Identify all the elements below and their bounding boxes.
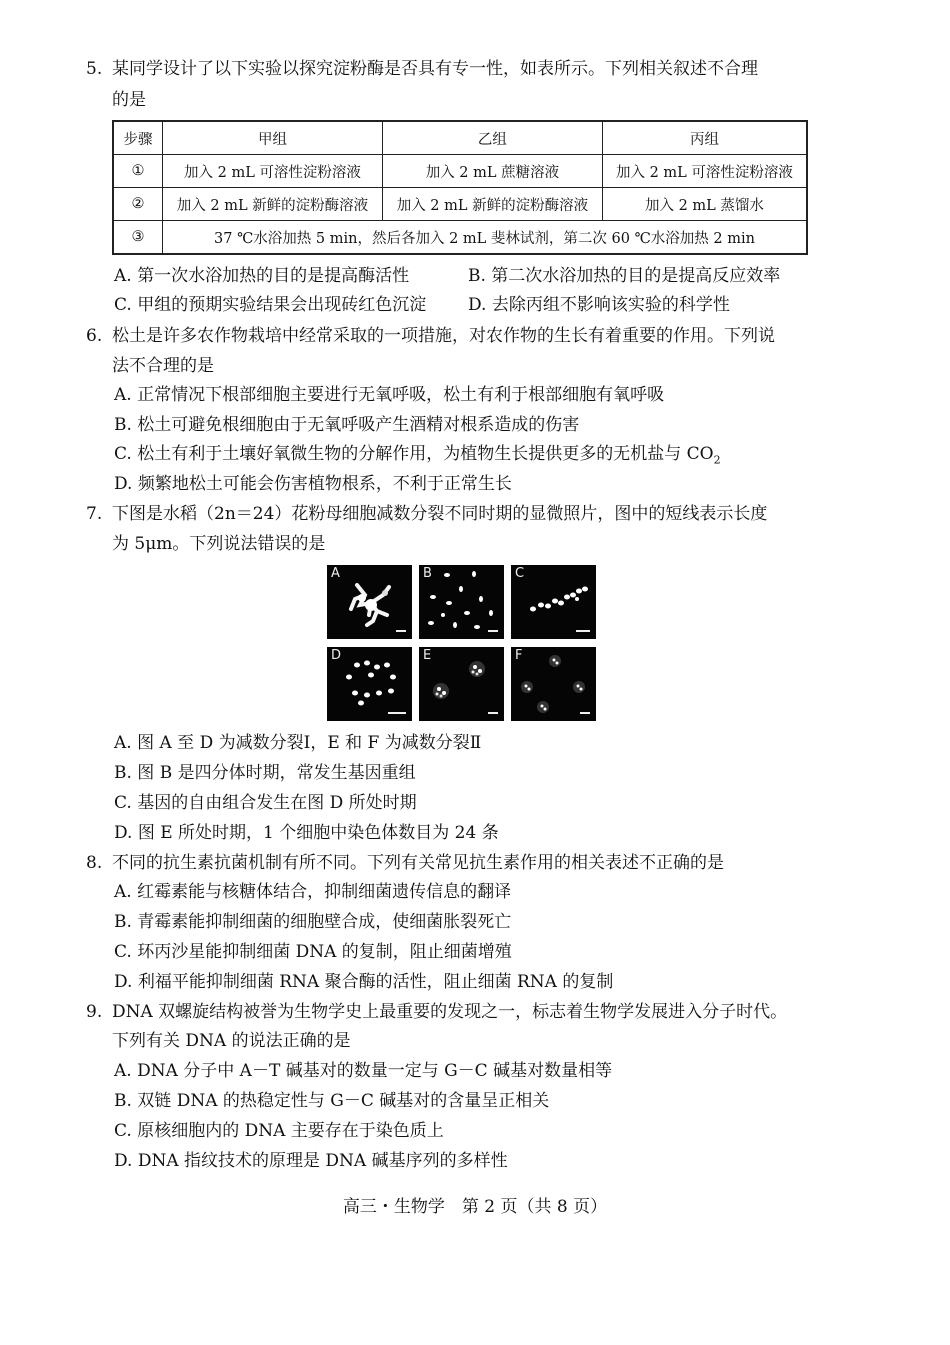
scale-bar [576, 630, 590, 632]
panel-label: A [331, 566, 340, 581]
q6-option-c-text: C. 松土有利于土壤好氧微生物的分解作用，为植物生长提供更多的无机盐与 CO [114, 444, 714, 464]
scale-bar [580, 712, 590, 714]
q9-stem-line1: DNA 双螺旋结构被誉为生物学史上最重要的发现之一，标志着生物学发展进入分子时代。 [112, 1002, 788, 1022]
q7-option-a: A. 图 A 至 D 为减数分裂Ⅰ，E 和 F 为减数分裂Ⅱ [114, 733, 482, 753]
q9-stem-line2: 下列有关 DNA 的说法正确的是 [112, 1031, 351, 1051]
q5-number: 5. [86, 59, 103, 79]
q7-option-c: C. 基因的自由组合发生在图 D 所处时期 [114, 793, 417, 813]
q6-option-c [114, 443, 721, 471]
q6-option-a: A. 正常情况下根部细胞主要进行无氧呼吸，松土有利于根部细胞有氧呼吸 [114, 385, 665, 405]
q9-number: 9. [86, 1002, 103, 1022]
panel-label: B [423, 566, 432, 581]
q8-stem-line1: 不同的抗生素抗菌机制有所不同。下列有关常见抗生素作用的相关表述不正确的是 [112, 853, 724, 873]
q8-option-d: D. 利福平能抑制细菌 RNA 聚合酶的活性，阻止细菌 RNA 的复制 [114, 972, 614, 992]
q9-option-b: B. 双链 DNA 的热稳定性与 G－C 碱基对的含量呈正相关 [114, 1091, 550, 1111]
table-cell: 加入 2 mL 蔗糖溶液 [382, 155, 602, 188]
q8-option-b: B. 青霉素能抑制细菌的细胞壁合成，使细菌胀裂死亡 [114, 912, 512, 932]
two-nuclei-image [419, 647, 504, 721]
q7-option-d: D. 图 E 所处时期，1 个细胞中染色体数目为 24 条 [114, 823, 499, 843]
table-cell: 加入 2 mL 可溶性淀粉溶液 [163, 155, 383, 188]
table-cell: 加入 2 mL 蒸馏水 [602, 188, 807, 221]
q7-stem-line2: 为 5μm。下列说法错误的是 [112, 534, 326, 554]
table-cell: ① [113, 155, 163, 188]
q5-stem-line1: 某同学设计了以下实验以探究淀粉酶是否具有专一性，如表所示。下列相关叙述不合理 [112, 59, 758, 79]
q9-option-d: D. DNA 指纹技术的原理是 DNA 碱基序列的多样性 [114, 1151, 508, 1171]
micrograph-figure [327, 565, 597, 721]
q5-stem-line2: 的是 [112, 90, 146, 110]
micrograph-panel-e [419, 647, 504, 721]
micrograph-panel-f [511, 647, 596, 721]
table-row [113, 221, 807, 255]
q6-stem-line2: 法不合理的是 [112, 356, 214, 376]
table-cell: 加入 2 mL 新鲜的淀粉酶溶液 [163, 188, 383, 221]
scale-bar [388, 712, 406, 714]
micrograph-panel-a [327, 565, 412, 639]
table-cell: 甲组 [163, 121, 383, 155]
q6-number: 6. [86, 326, 103, 346]
q7-number: 7. [86, 504, 103, 524]
page-footer: 高三・生物学 第 2 页（共 8 页） [342, 1197, 608, 1217]
panel-label: F [515, 648, 523, 663]
table-cell-merged: 37 ℃水浴加热 5 min，然后各加入 2 mL 斐林试剂，第二次 60 ℃水浴加热 2 min [163, 221, 808, 255]
q8-number: 8. [86, 853, 103, 873]
table-cell: 加入 2 mL 新鲜的淀粉酶溶液 [382, 188, 602, 221]
panel-label: C [515, 566, 525, 581]
table-cell: 丙组 [602, 121, 807, 155]
q9-option-a: A. DNA 分子中 A－T 碱基对的数量一定与 G－C 碱基对数量相等 [114, 1061, 613, 1081]
table-cell: 加入 2 mL 可溶性淀粉溶液 [602, 155, 807, 188]
scale-bar [396, 630, 406, 632]
table-cell: 乙组 [382, 121, 602, 155]
q8-option-c: C. 环丙沙星能抑制细菌 DNA 的复制，阻止细菌增殖 [114, 942, 512, 962]
q7-stem-line1: 下图是水稻（2n＝24）花粉母细胞减数分裂不同时期的显微照片，图中的短线表示长度 [112, 504, 768, 524]
q6-stem-line1: 松土是许多农作物栽培中经常采取的一项措施，对农作物的生长有着重要的作用。下列说 [112, 326, 775, 346]
q6-option-c-subscript: 2 [713, 453, 721, 467]
q6-option-d: D. 频繁地松土可能会伤害植物根系，不利于正常生长 [114, 474, 512, 494]
scale-bar [488, 630, 498, 632]
micrograph-panel-d [327, 647, 412, 721]
table-cell: ③ [113, 221, 163, 255]
q5-option-d: D. 去除丙组不影响该实验的科学性 [468, 295, 730, 315]
table-row [113, 155, 807, 188]
panel-label: D [331, 648, 342, 663]
q5-option-c: C. 甲组的预期实验结果会出现砖红色沉淀 [114, 295, 427, 315]
q5-option-b: B. 第二次水浴加热的目的是提高反应效率 [468, 266, 781, 286]
q7-option-b: B. 图 B 是四分体时期，常发生基因重组 [114, 763, 416, 783]
table-row [113, 188, 807, 221]
q8-option-a: A. 红霉素能与核糖体结合，抑制细菌遗传信息的翻译 [114, 882, 512, 902]
micrograph-panel-c [511, 565, 596, 639]
micrograph-panel-b [419, 565, 504, 639]
table-cell: 步骤 [113, 121, 163, 155]
experiment-table [112, 120, 808, 255]
panel-label: E [423, 648, 432, 663]
q6-option-b: B. 松土可避免根细胞由于无氧呼吸产生酒精对根系造成的伤害 [114, 415, 580, 435]
table-cell: ② [113, 188, 163, 221]
four-nuclei-image [511, 647, 596, 721]
scale-bar [488, 712, 498, 714]
q5-option-a: A. 第一次水浴加热的目的是提高酶活性 [114, 266, 410, 286]
table-header-row [113, 121, 807, 155]
q9-option-c: C. 原核细胞内的 DNA 主要存在于染色质上 [114, 1121, 444, 1141]
